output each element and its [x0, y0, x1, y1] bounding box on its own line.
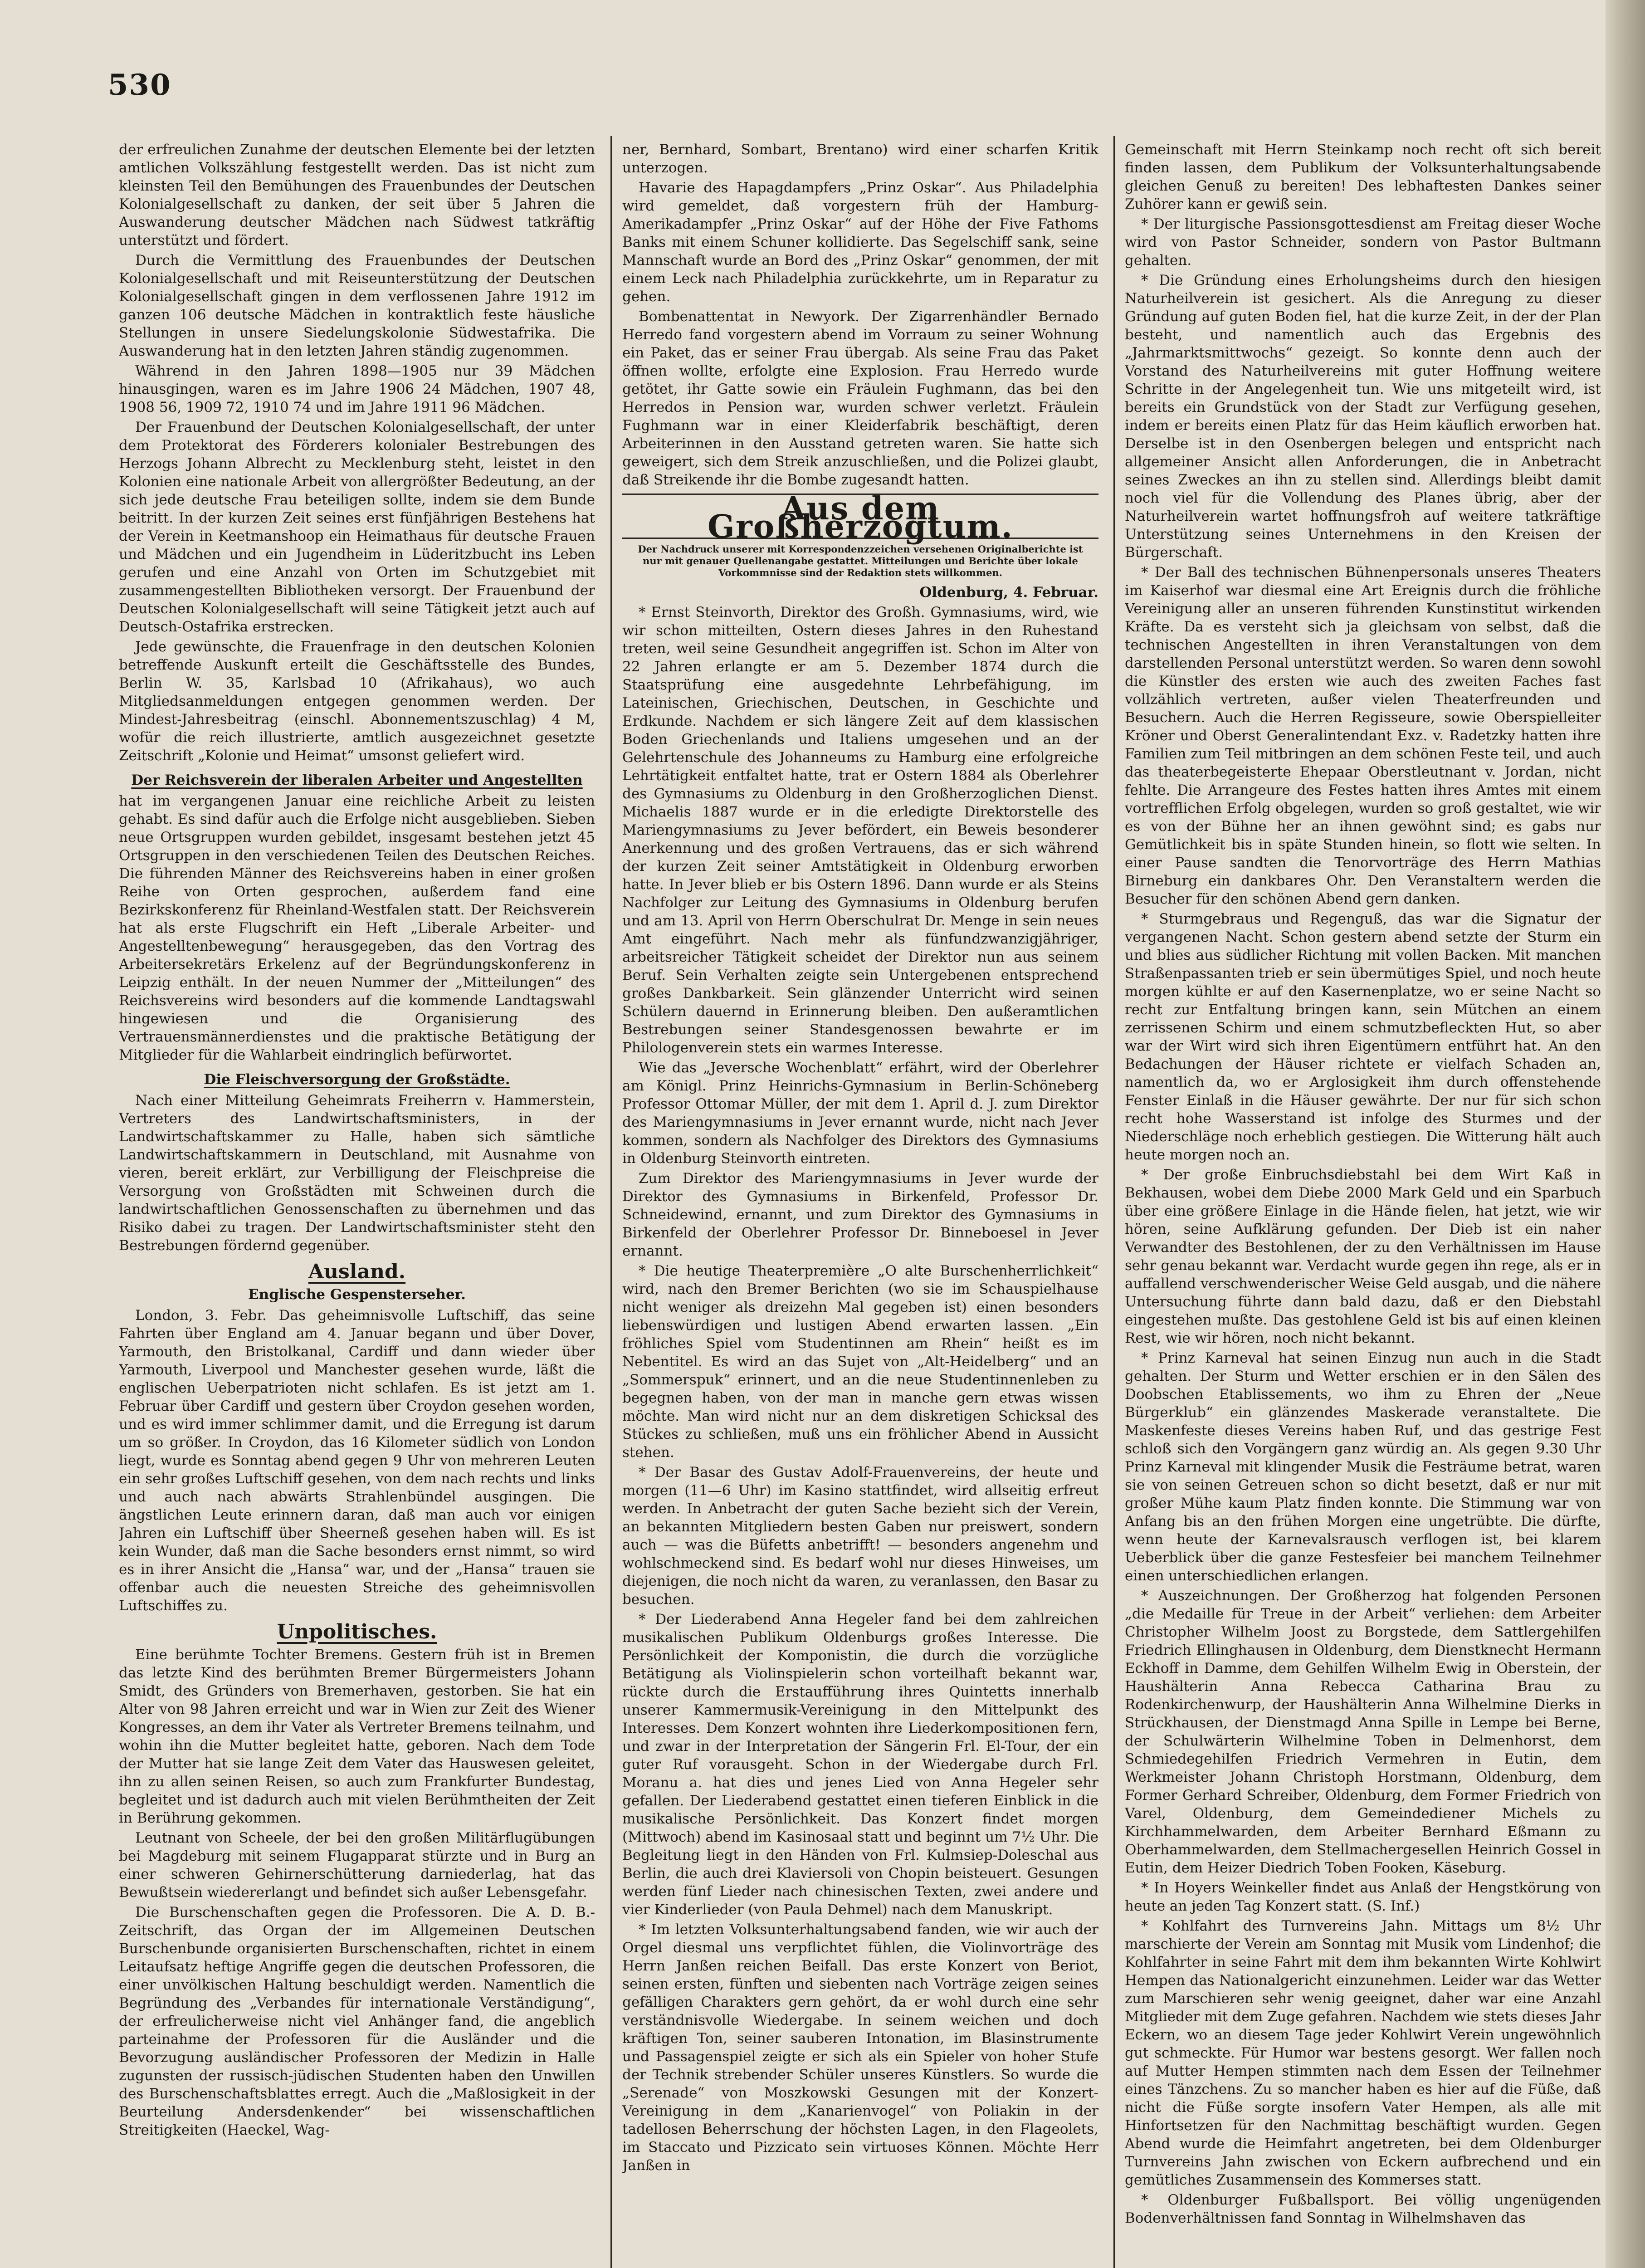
paragraph: * Der Ball des technischen Bühnenpersonals unseres Theaters im Kaiserhof war diesmal eine Art Ereignis durch die fröhliche Vereinigung aller an unseren führenden Kunstinstitut wirkenden Kräfte. Da es versteht sich ja gleichsam von selbst, daß die technischen Angestellten in ihren Veranstaltungen von dem darstellenden Personal unterstützt werden. So waren denn sowohl die Künstler des ersten wie auch des zweiten Faches fast vollzählich vertreten, außer vielen Theaterfreunden und Besuchern. Auch die Herren Regisseure, sowie Oberspielleiter Kröner und Oberst Generalintendant Exz. v. Radetzky hatten ihre Familien zum Teil mitbringen an dem schönen Feste teil, und auch das theaterbegeisterte Ehepaar Oberstleutnant v. Jordan, nicht fehlte. Die Arrangeure des Festes hatten ihres Amtes mit einem vortrefflichen Erfolg obgelegen, wurden so groß gestaltet, wie wir es von der Bühne her an ihnen gewöhnt sind; es gabs nur Gemütlichkeit bis in späte Stunden hinein, so flott wie selten. In einer Pause sandten die Tenorvorträge des Herrn Mathias Birneburg ein dankbares Ohr. Den Veranstaltern werden die Besucher für den schönen Abend gern danken.	[1125, 564, 1601, 907]
paragraph: Jede gewünschte, die Frauenfrage in den deutschen Kolonien betreffende Auskunft erteilt die Geschäftsstelle des Bundes, Berlin W. 35, Karlsbad 10 (Afrikahaus), wo auch Mitgliedsanmeldungen entgegen genommen werden. Der Mindest-Jahresbeitrag (einschl. Abonnementszuschlag) 4 M, wofür die reich illustrierte, amtlich ausgezeichnet gesetzte Zeitschrift „Kolonie und Heimat“ umsonst geliefert wird.	[119, 639, 595, 764]
paragraph: * Ernst Steinvorth, Direktor des Großh. Gymnasiums, wird, wie wir schon mitteilten, Ostern dieses Jahres in den Ruhestand treten, weil seine Gesundheit angegriffen ist. Schon im Alter von 22 Jahren erlangte er am 5. Dezember 1874 durch die Staatsprüfung eine ausgedehnte Lehrbefähigung, im Lateinischen, Griechischen, Deutschen, in Geschichte und Erdkunde. Nachdem er sich längere Zeit auf dem klassischen Boden Griechenlands und Italiens umgesehen und an der Gelehrtenschule des Johanneums zu Hamburg eine erfolgreiche Lehrtätigkeit entfaltet hatte, trat er Ostern 1884 als Oberlehrer des Gymnasiums zu Oldenburg in den Großherzoglichen Dienst. Michaelis 1887 wurde er in die erledigte Direktorstelle des Mariengymnasiums zu Jever befördert, ein Beweis besonderer Anerkennung und des großen Vertrauens, das er sich während der kurzen Zeit seiner Amtstätigkeit in Oldenburg erworben hatte. In Jever blieb er bis Ostern 1896. Dann wurde er als Steins Nachfolger zur Leitung des Gymnasiums in Oldenburg berufen und am 13. April von Herrn Oberschulrat Dr. Menge in sein neues Amt eingeführt. Nach mehr als fünfundzwanzigjähriger, arbeitsreicher Tätigkeit scheidet der Direktor nun aus seinem Beruf. Sein Verhalten zeigte sein Untergebenen entsprechend großes Dankbarkeit. Sein glänzender Unterricht wird seinen Schülern dauernd in Erinnerung bleiben. Den außeramtlichen Bestrebungen seiner Standesgenossen bewahrte er im Philologenverein stets ein warmes Interesse.	[622, 604, 1098, 1056]
paragraph: Leutnant von Scheele, der bei den großen Militärflugübungen bei Magdeburg mit seinem Flugapparat stürzte und in Burg an einer schweren Gehirnerschütterung darniederlag, hat das Bewußtsein wiedererlangt und befindet sich außer Lebensgefahr.	[119, 1830, 595, 1901]
paragraph: Eine berühmte Tochter Bremens. Gestern früh ist in Bremen das letzte Kind des berühmten Bremer Bürgermeisters Johann Smidt, des Gründers von Bremerhaven, gestorben. Sie hat ein Alter von 98 Jahren erreicht und war in Wien zur Zeit des Wiener Kongresses, an dem ihr Vater als Vertreter Bremens teilnahm, und wohin ihn die Mutter begleitet hatte, geboren. Nach dem Tode der Mutter hat sie lange Zeit dem Vater das Hauswesen geleitet, ihn zu allen seinen Reisen, so auch zum Frankfurter Bundestag, begleitet und ist dadurch auch mit vielen Berühmtheiten der Zeit in Berührung gekommen.	[119, 1647, 595, 1826]
article-heading: Englische Gespensterseher.	[248, 1286, 466, 1303]
paragraph: Havarie des Hapagdampfers „Prinz Oskar“. Aus Philadelphia wird gemeldet, daß vorgestern früh der Hamburg-Amerikadampfer „Prinz Oskar“ auf der Höhe der Five Fathoms Banks mit einem Schuner kollidierte. Das Segelschiff sank, seine Mannschaft wurde an Bord des „Prinz Oskar“ genommen, der mit einem Leck nach Philadelphia zurückkehrte, um in Reparatur zu gehen.	[622, 180, 1098, 305]
paragraph: * Prinz Karneval hat seinen Einzug nun auch in die Stadt gehalten. Der Sturm und Wetter erschien er in den Sälen des Doobschen Etablissements, wo ihm zu Ehren der „Neue Bürgerklub“ ein glänzendes Maskerade veranstaltete. Die Maskenfeste dieses Vereins haben Ruf, und das gestrige Fest schloß sich den Vorgängern ganz würdig an. Als gegen 9.30 Uhr Prinz Karneval mit klingender Musik die Festräume betrat, waren sie von seinen Getreuen schon so dicht besetzt, daß er nur mit großer Mühe kaum Platz finden konnte. Die Stimmung war von Anfang bis an den frühen Morgen eine ungetrübte. Die dürfte, wenn heute der Karnevalsrausch verflogen ist, bei klarem Ueberblick über die ganze Festesfeier bei manchem Teilnehmer einen unterschiedlichen erlangen.	[1125, 1350, 1601, 1584]
reprint-notice: Der Nachdruck unserer mit Korrespondenzzeichen versehenen Originalberichte ist nur mit genauer Quellenangabe gestattet. Mitteilungen und Berichte über lokale Vorkommnisse sind der Redaktion stets willkommen.	[638, 543, 1083, 578]
column-2	[622, 141, 1098, 2268]
page-number: 530	[108, 68, 171, 102]
section-heading: Der Reichsverein der liberalen Arbeiter und Angestellten	[131, 772, 583, 788]
paragraph: * Auszeichnungen. Der Großherzog hat folgenden Personen „die Medaille für Treue in der Arbeit“ verliehen: dem Arbeiter Christopher Wilhelm Joost zu Borgstede, dem Sattlergehilfen Friedrich Ellinghausen in Oldenburg, dem Dienstknecht Hermann Eckhoff in Damme, dem Gehilfen Wilhelm Ewig in Oberstein, der Haushälterin Anna Rebecca Catharina Brau zu Rodenkirchenwurp, der Haushälterin Anna Wilhelmine Dierks in Strückhausen, der Dienstmagd Anna Spille in Lempe bei Berne, der Schulwärterin Wilhelmine Toben in Delmenhorst, dem Schmiedegehilfen Friedrich Vermehren in Eutin, dem Werkmeister Johann Christoph Horstmann, Oldenburg, dem Former Gerhard Schreiber, Oldenburg, dem Former Friedrich von Varel, Oldenburg, dem Gemeindediener Michels zu Kirchhammelwarden, dem Arbeiter Bernhard Eßmann zu Oberhammelwarden, dem Stellmachergesellen Heinrich Gossel in Eutin, dem Heizer Diedrich Toben Fooken, Käseburg.	[1125, 1588, 1601, 1876]
paragraph: * Die Gründung eines Erholungsheims durch den hiesigen Naturheilverein ist gesichert. Als die Anregung zu dieser Gründung auf guten Boden fiel, hat die kurze Zeit, in der der Plan besteht, und namentlich auch das Ergebnis des „Jahrmarktsmittwochs“ gezeigt. So konnte denn auch der Vorstand des Naturheilvereins mit guter Hoffnung weitere Schritte in der Angelegenheit tun. Wie uns mitgeteilt wird, ist bereits ein Grundstück von der Stadt zur Verfügung gesehen, indem er bereits einen Platz für das Heim käuflich erworben hat. Derselbe ist in den Osenbergen belegen und entspricht nach allgemeiner Ansicht allen Anforderungen, die in Anbetracht seines Zweckes an ihn zu stellen sind. Allerdings bleibt damit noch viel für die Vollendung des Planes übrig, aber der Naturheilverein wartet hoffnungsfroh auf weitere tatkräftige Unterstützung seines Unternehmens in den Kreisen der Bürgerschaft.	[1125, 272, 1601, 561]
paragraph: * Die heutige Theaterpremière „O alte Burschenherrlichkeit“ wird, nach den Bremer Berichten (wo sie im Schauspielhause nicht weniger als dreizehn Mal gegeben ist) einen besonders liebenswürdigen und lustigen Abend erwarten lassen. „Ein fröhliches Spiel vom Studentinnen am Rhein“ heißt es im Nebentitel. Es wird an das Sujet von „Alt-Heidelberg“ und an „Sommerspuk“ erinnert, und an die neue Studentinnenleben zu begegnen haben, von der man in manche gern etwas wissen möchte. Man wird nicht nur an dem diskretigen Schicksal des Stückes zu schließen, muß uns ein fröhlicher Abend in Aussicht stehen.	[622, 1263, 1098, 1461]
paragraph: Gemeinschaft mit Herrn Steinkamp noch recht oft sich bereit finden lassen, dem Publikum der Volksunterhaltungsabende gleichen Genuß zu bereiten! Des lebhaftesten Dankes seiner Zuhörer kann er gewiß sein.	[1125, 142, 1601, 212]
column-3	[1125, 141, 1601, 2268]
paragraph: Die Burschenschaften gegen die Professoren. Die A. D. B.-Zeitschrift, das Organ der im Allgemeinen Deutschen Burschenbunde organisierten Burschenschaften, richtet in einem Leitaufsatz heftige Angriffe gegen die deutschen Professoren, die einer unvölkischen Haltung beschuldigt werden. Namentlich die Begründung des „Verbandes für internationale Verständigung“, der erfreulicherweise nicht viel Anhänger fand, die angeblich parteinahme der Professoren für die Ausländer und die Bevorzugung ausländischer Professoren der Medizin in Halle zugunsten der russisch-jüdischen Studenten haben den Unwillen des Burschenschaftsblattes erregt. Auch die „Maßlosigkeit in der Beurteilung Andersdenkender“ bei wissenschaftlichen Streitigkeiten (Haeckel, Wag-	[119, 1904, 595, 2138]
paragraph: * In Hoyers Weinkeller findet aus Anlaß der Hengstkörung von heute an jeden Tag Konzert statt. (S. Inf.)	[1125, 1880, 1601, 1914]
section-title-unpolitisches: Unpolitisches.	[277, 1620, 437, 1643]
paragraph: * Im letzten Volksunterhaltungsabend fanden, wie wir auch der Orgel diesmal uns verpflichtet fühlen, die Violinvorträge des Herrn Janßen reichen Beifall. Das erste Konzert von Beriot, seinen ersten, fünften und siebenten nach Vorträge zeigen seines gefälligen Charakters gern gehört, da er wohl durch eine sehr verständnisvolle Wiedergabe. In seinem weichen und doch kräftigen Ton, seiner sauberen Intonation, im Blasinstrumente und Passagenspiel zeigte er sich als ein Spieler von hoher Stufe der Technik strebender Schüler unseres Künstlers. So wurde die „Serenade“ von Moszkowski Gesungen mit der Konzert-Vereinigung in dem „Kanarienvogel“ von Poliakin in der tadellosen Beherrschung der höchsten Lagen, in den Flageolets, im Staccato und Pizzicato sein virtuoses Können. Möchte Herr Janßen in	[622, 1921, 1098, 2174]
paragraph: hat im vergangenen Januar eine reichliche Arbeit zu leisten gehabt. Es sind dafür auch die Erfolge nicht ausgeblieben. Sieben neue Ortsgruppen wurden gebildet, insgesamt bestehen jetzt 45 Ortsgruppen in den verschiedenen Teilen des Deutschen Reiches. Die führenden Männer des Reichsvereins haben in einer großen Reihe von Orten gesprochen, außerdem fand eine Bezirkskonferenz für Rheinland-Westfalen statt. Der Reichsverein hat als erste Flugschrift ein Heft „Liberale Arbeiter- und Angestelltenbewegung“ herausgegeben, das den Vortrag des Arbeitersekretärs Erkelenz auf der Begründungskonferenz in Leipzig enthält. In der neuen Nummer der „Mitteilungen“ des Reichsvereins wird besonders auf die kommende Landtagswahl hingewiesen und die Organisierung des Vertrauensmännerdienstes und die praktische Betätigung der Mitglieder für die Wahlarbeit eindringlich befürwortet.	[119, 793, 595, 1063]
column-rule-1	[610, 136, 612, 2268]
paragraph: * Kohlfahrt des Turnvereins Jahn. Mittags um 8½ Uhr marschierte der Verein am Sonntag mit Musik vom Lindenhof; die Kohlfahrter in seine Fahrt mit dem ihm bekannten Wirte Kohlwirt Hempen das Nationalgericht einzunehmen. Leider war das Wetter zum Marschieren sehr wenig geeignet, daher war eine Anzahl Mitglieder mit dem Zuge gefahren. Nachdem wie stets dieses Jahr Eckern, wo an diesem Tage jeder Kohlwirt Verein ungewöhnlich gut schmeckte. Für Humor war bestens gesorgt. Wer fallen noch auf Mutter Hempen stimmten nach dem Essen der Teilnehmer eines Tänzchens. Zu so mancher haben es hier auf die Füße, daß nicht die Füße sorgte insofern Vater Hempen, als alle mit Hinfortsetzen für den Nachmittag beschäftigt wurden. Gegen Abend wurde die Heimfahrt angetreten, bei dem Oldenburger Turnvereins Jahn zwischen von Eckern aufbrechend und ein gemütliches Zusammensein des Kommerses statt.	[1125, 1918, 1601, 2188]
paragraph: * Der große Einbruchsdiebstahl bei dem Wirt Kaß in Bekhausen, wobei dem Diebe 2000 Mark Geld und ein Sparbuch über eine größere Einlage in die Hände fielen, hat jetzt, wie wir hören, seine Aufklärung gefunden. Der Dieb ist ein naher Verwandter des Bestohlenen, der zu den Verhältnissen im Hause sehr genau bekannt war. Verdacht wurde gegen ihn rege, als er in auffallend verschwenderischer Weise Geld ausgab, und die nähere Untersuchung führte dann bald dazu, daß er den Diebstahl eingestehen mußte. Das gestohlene Geld ist bis auf einen kleinen Rest, wie wir hören, noch nicht bekannt.	[1125, 1167, 1601, 1346]
paragraph: * Der liturgische Passionsgottesdienst am Freitag dieser Woche wird von Pastor Schneider, sondern von Pastor Bultmann gehalten.	[1125, 216, 1601, 269]
paragraph: ner, Bernhard, Sombart, Brentano) wird einer scharfen Kritik unterzogen.	[622, 142, 1098, 176]
paragraph: * Sturmgebraus und Regenguß, das war die Signatur der vergangenen Nacht. Schon gestern abend setzte der Sturm ein und blies aus südlicher Richtung mit vollen Backen. Mit manchen Straßenpassanten trieb er sein übermütiges Spiel, und noch heute morgen kühlte er auf den Kasernenplatze, wo er seine Nacht so recht zur Entfaltung bringen kann, sein Mütchen an einem zerrissenen Schirm und einem schmutzbefleckten Hut, so aber war der Wirt wird sich ihren Eigentümern entführt hat. An den Bedachungen der Häuser richtete er vielfach Schaden an, namentlich da, wo er Arglosigkeit ihm durch offenstehende Fenster Einlaß in die Häuser gewährte. Der nur für sich schon recht hohe Wasserstand ist infolge des Sturmes und der Niederschläge noch erheblich gestiegen. Die Witterung hält auch heute morgen noch an.	[1125, 911, 1601, 1163]
section-heading: Die Fleischversorgung der Großstädte.	[204, 1071, 510, 1088]
paragraph: Zum Direktor des Mariengymnasiums in Jever wurde der Direktor des Gymnasiums in Birkenfeld, Professor Dr. Schneidewind, ernannt, und zum Direktor des Gymnasiums in Birkenfeld der Oberlehrer Professor Dr. Binneboesel in Jever ernannt.	[622, 1170, 1098, 1259]
paragraph: * Oldenburger Fußballsport. Bei völlig ungenügenden Bodenverhältnissen fand Sonntag in Wilhelmshaven das	[1125, 2192, 1601, 2226]
section-title-grossherzogtum: Aus dem Großherzogtum.	[622, 494, 1098, 539]
paragraph: Durch die Vermittlung des Frauenbundes der Deutschen Kolonialgesellschaft und mit Reiseunterstützung der Deutschen Kolonialgesellschaft gingen in dem verflossenen Jahre 1912 im ganzen 106 deutsche Mädchen in kontraktlich feste häusliche Stellungen in unsere Siedelungskolonie Südwestafrika. Die Auswanderung hat in den letzten Jahren ständig zugenommen.	[119, 252, 595, 359]
paragraph: Der Frauenbund der Deutschen Kolonialgesellschaft, der unter dem Protektorat des Förderers kolonialer Bestrebungen des Herzogs Johann Albrecht zu Mecklenburg steht, leistet in den Kolonien eine nationale Arbeit von allergrößter Bedeutung, an der sich jede deutsche Frau beteiligen sollte, indem sie dem Bunde beitritt. In der kurzen Zeit seines erst fünfjährigen Bestehens hat der Verein in Keetmanshoop ein Heimathaus für deutsche Frauen und Mädchen und ein Jugendheim in Lüderitzbucht ins Leben gerufen und eine Anzahl von Orten im Schutzgebiet mit zusammengestellten Bibliotheken versorgt. Der Frauenbund der Deutschen Kolonialgesellschaft will seine Tätigkeit jetzt auch auf Deutsch-Ostafrika erstrecken.	[119, 419, 595, 635]
column-1	[119, 141, 595, 2268]
paragraph: Während in den Jahren 1898—1905 nur 39 Mädchen hinausgingen, waren es im Jahre 1906 24 Mädchen, 1907 48, 1908 56, 1909 72, 1910 74 und im Jahre 1911 96 Mädchen.	[119, 363, 595, 415]
section-title-ausland: Ausland.	[308, 1260, 406, 1283]
page-edge	[1606, 0, 1645, 2268]
paragraph: Nach einer Mitteilung Geheimrats Freiherrn v. Hammerstein, Vertreters des Landwirtschaftsministers, in der Landwirtschaftskammer zu Halle, haben sich sämtliche Landwirtschaftskammern in Deutschland, mit Ausnahme von vieren, bereit erklärt, zur Verbilligung der Fleischpreise die Versorgung von Großstädten mit Schweinen durch die landwirtschaftlichen Genossenschaften zu übernehmen und das Risiko dabei zu tragen. Der Landwirtschaftsminister steht den Bestrebungen fördernd gegenüber.	[119, 1092, 595, 1254]
dateline: Oldenburg, 4. Februar.	[919, 584, 1098, 601]
paragraph: Wie das „Jeversche Wochenblatt“ erfährt, wird der Oberlehrer am Königl. Prinz Heinrichs-Gymnasium in Berlin-Schöneberg Professor Ottomar Müller, der mit dem 1. April d. J. zum Direktor des Mariengymnasiums in Jever ernannt wurde, nicht nach Jever kommen, sondern als Nachfolger des Direktors des Gymnasiums in Oldenburg Steinvorth eintreten.	[622, 1060, 1098, 1167]
column-rule-2	[1113, 136, 1115, 2268]
paragraph: der erfreulichen Zunahme der deutschen Elemente bei der letzten amtlichen Volkszählung festgestellt werden. Das ist nicht zum kleinsten Teil den Bemühungen des Frauenbundes der Deutschen Kolonialgesellschaft zu danken, der seit über 5 Jahren die Auswanderung deutscher Mädchen nach Südwest tatkräftig unterstützt und fördert.	[119, 142, 595, 249]
paragraph: * Der Liederabend Anna Hegeler fand bei dem zahlreichen musikalischen Publikum Oldenburgs großes Interesse. Die Persönlichkeit der Komponistin, die durch die vorzügliche Betätigung als Violinspielerin schon vorteilhaft bekannt war, rückte durch die Erstaufführung ihres Quintetts innerhalb unserer Kammermusik-Vereinigung in den Mittelpunkt des Interesses. Dem Konzert wohnten ihre Liederkompositionen fern, und zwar in der Interpretation der Sängerin Frl. El-Tour, der ein guter Ruf vorausgeht. Schon in der Wiedergabe durch Frl. Moranu a. hat dies und jenes Lied von Anna Hegeler sehr gefallen. Der Liederabend gestattet einen tieferen Einblick in die musikalische Persönlichkeit. Das Konzert findet morgen (Mittwoch) abend im Kasinosaal statt und beginnt um 7½ Uhr. Die Begleitung liegt in den Händen von Frl. Kulmsiep-Doleschal aus Berlin, die auch drei Klaviersoli von Chopin beisteuert. Gesungen werden fünf Lieder nach chinesischen Texten, zwei andere und vier Kinderlieder (von Paula Dehmel) nach dem Manuskript.	[622, 1611, 1098, 1918]
paragraph: London, 3. Febr. Das geheimnisvolle Luftschiff, das seine Fahrten über England am 4. Januar begann und über Dover, Yarmouth, den Bristolkanal, Cardiff und dann wieder über Yarmouth, Liverpool und Manchester gesehen wurde, läßt die englischen Ueberpatrioten nicht schlafen. Es ist jetzt am 1. Februar über Cardiff und gestern über Croydon gesehen worden, und es wird immer schlimmer damit, und die Erregung ist darum um so größer. In Croydon, das 16 Kilometer südlich von London liegt, wurde es Sonntag abend gegen 9 Uhr von mehreren Leuten ein sehr großes Luftschiff gesehen, von dem nach rechts und links und auch nach abwärts Strahlenbündel ausgingen. Die ängstlichen Leute erinnern daran, daß man auch vor einigen Jahren ein Luftschiff über Sheerneß gesehen haben will. Es ist kein Wunder, daß man die Sache besonders ernst nimmt, so wird es in ihrer Ansicht die „Hansa“ war, und der „Hansa“ trauen sie offenbar auch die neuesten Streiche des geheimnisvollen Luftschiffes zu.	[119, 1307, 595, 1614]
paragraph: Bombenattentat in Newyork. Der Zigarrenhändler Bernado Herredo fand vorgestern abend im Vorraum zu seiner Wohnung ein Paket, das er seiner Frau übergab. Als seine Frau das Paket öffnen wollte, erfolgte eine Explosion. Frau Herredo wurde getötet, ihr Gatte sowie ein Fräulein Fughmann, das bei den Herredos in Pension war, wurden schwer verletzt. Fräulein Fughmann war in einer Kleiderfabrik beschäftigt, deren Arbeiterinnen in den Ausstand getreten waren. Sie hatte sich geweigert, sich dem Streik anzuschließen, und die Polizei glaubt, daß Streikende ihr die Bombe zugesandt hatten.	[622, 308, 1098, 488]
paragraph: * Der Basar des Gustav Adolf-Frauenvereins, der heute und morgen (11—6 Uhr) im Kasino stattfindet, wird allseitig erfreut werden. In Anbetracht der guten Sache bezieht sich der Verein, an bekannten Mitgliedern besten Gaben nur preiswert, sondern auch — was die Büfetts anbetrifft! — besonders angenehm und wohlschmeckend sind. Es bedarf wohl nur dieses Hinweises, um diejenigen, die noch nicht da waren, zu veranlassen, den Basar zu besuchen.	[622, 1464, 1098, 1608]
